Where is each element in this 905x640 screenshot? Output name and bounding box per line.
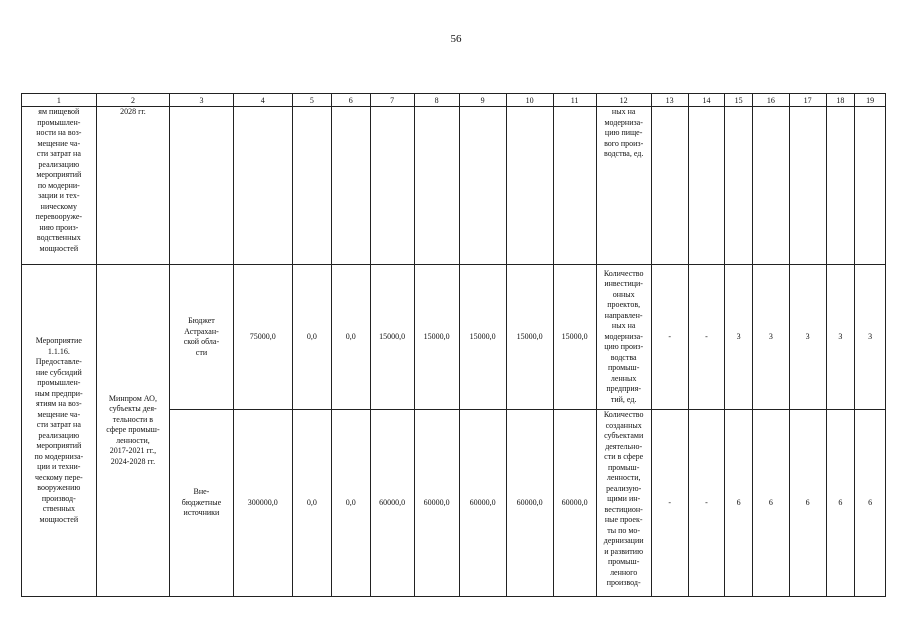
header-cell: 7 (370, 94, 414, 107)
table-row (22, 107, 886, 265)
header-cell: 17 (789, 94, 826, 107)
value-cell: - (688, 265, 725, 410)
empty-cell (789, 107, 826, 265)
empty-cell (414, 107, 459, 265)
value-cell: 3 (725, 265, 753, 410)
measure-name-cell: ям пищевой промышлен- ности на воз- мещение ча- сти затрат на реализацию мероприятий по модерни- зации и тех- ническому перевооруже- нию произ- водственных мощностей (22, 107, 97, 265)
table-header-row (22, 94, 886, 107)
funding-source-cell: Вне- бюджетные источники (170, 410, 233, 597)
measure-name-cell: Мероприятие 1.1.16. Предоставле- ние субсидий промышлен- ным предпри- ятиям на воз- мещение ча- сти затрат на реализацию мероприятий по модерниза- ции и техни- ческому пере- вооружению производ- ственных мощностей (22, 265, 97, 597)
value-cell: 3 (789, 265, 826, 410)
executor-cell: 2028 гг. (96, 107, 170, 265)
header-cell: 16 (752, 94, 789, 107)
value-cell: - (651, 265, 688, 410)
value-cell: 6 (725, 410, 753, 597)
header-cell: 5 (292, 94, 331, 107)
header-cell: 9 (459, 94, 506, 107)
header-cell: 19 (855, 94, 886, 107)
header-cell: 12 (596, 94, 651, 107)
value-cell: 75000,0 (233, 265, 292, 410)
value-cell: 60000,0 (553, 410, 596, 597)
empty-cell (170, 107, 233, 265)
table-row (22, 265, 886, 410)
indicator-cell: Количество созданных субъектами деятельно- сти в сфере промыш- ленности, реализую- щими ин- вестицион- ные проек- ты по мо- дернизации и развитию промыш- ленного производ- (596, 410, 651, 597)
empty-cell (688, 107, 725, 265)
empty-cell (331, 107, 370, 265)
empty-cell (826, 107, 855, 265)
empty-cell (725, 107, 753, 265)
value-cell: - (651, 410, 688, 597)
value-cell: 15000,0 (506, 265, 553, 410)
empty-cell (506, 107, 553, 265)
empty-cell (855, 107, 886, 265)
value-cell: 3 (826, 265, 855, 410)
empty-cell (233, 107, 292, 265)
funding-source-cell: Бюджет Астрахан- ской обла- сти (170, 265, 233, 410)
value-cell: 300000,0 (233, 410, 292, 597)
value-cell: 60000,0 (414, 410, 459, 597)
value-cell: 60000,0 (370, 410, 414, 597)
executor-cell: Минпром АО, субъекты дея- тельности в сфере промыш- ленности, 2017-2021 гг., 2024-2028 гг. (96, 265, 170, 597)
empty-cell (553, 107, 596, 265)
value-cell: 6 (855, 410, 886, 597)
value-cell: 0,0 (331, 410, 370, 597)
header-cell: 8 (414, 94, 459, 107)
value-cell: 0,0 (331, 265, 370, 410)
header-cell: 15 (725, 94, 753, 107)
value-cell: 3 (752, 265, 789, 410)
empty-cell (651, 107, 688, 265)
value-cell: 15000,0 (414, 265, 459, 410)
value-cell: 6 (789, 410, 826, 597)
empty-cell (292, 107, 331, 265)
program-measures-table (21, 93, 886, 597)
header-cell: 1 (22, 94, 97, 107)
value-cell: 15000,0 (370, 265, 414, 410)
value-cell: 6 (826, 410, 855, 597)
header-cell: 4 (233, 94, 292, 107)
header-cell: 13 (651, 94, 688, 107)
header-cell: 6 (331, 94, 370, 107)
indicator-cell: Количество инвестици- онных проектов, направлен- ных на модерниза- цию произ- водства промыш- ленных предприя- тий, ед. (596, 265, 651, 410)
value-cell: 60000,0 (506, 410, 553, 597)
header-cell: 10 (506, 94, 553, 107)
header-cell: 14 (688, 94, 725, 107)
value-cell: - (688, 410, 725, 597)
value-cell: 15000,0 (459, 265, 506, 410)
value-cell: 6 (752, 410, 789, 597)
header-cell: 11 (553, 94, 596, 107)
page-number: 56 (450, 33, 462, 45)
value-cell: 0,0 (292, 410, 331, 597)
header-cell: 3 (170, 94, 233, 107)
value-cell: 0,0 (292, 265, 331, 410)
empty-cell (459, 107, 506, 265)
indicator-cell: ных на модерниза- цию пище- вого произ- водства, ед. (596, 107, 651, 265)
header-cell: 18 (826, 94, 855, 107)
value-cell: 15000,0 (553, 265, 596, 410)
value-cell: 60000,0 (459, 410, 506, 597)
empty-cell (752, 107, 789, 265)
empty-cell (370, 107, 414, 265)
value-cell: 3 (855, 265, 886, 410)
header-cell: 2 (96, 94, 170, 107)
